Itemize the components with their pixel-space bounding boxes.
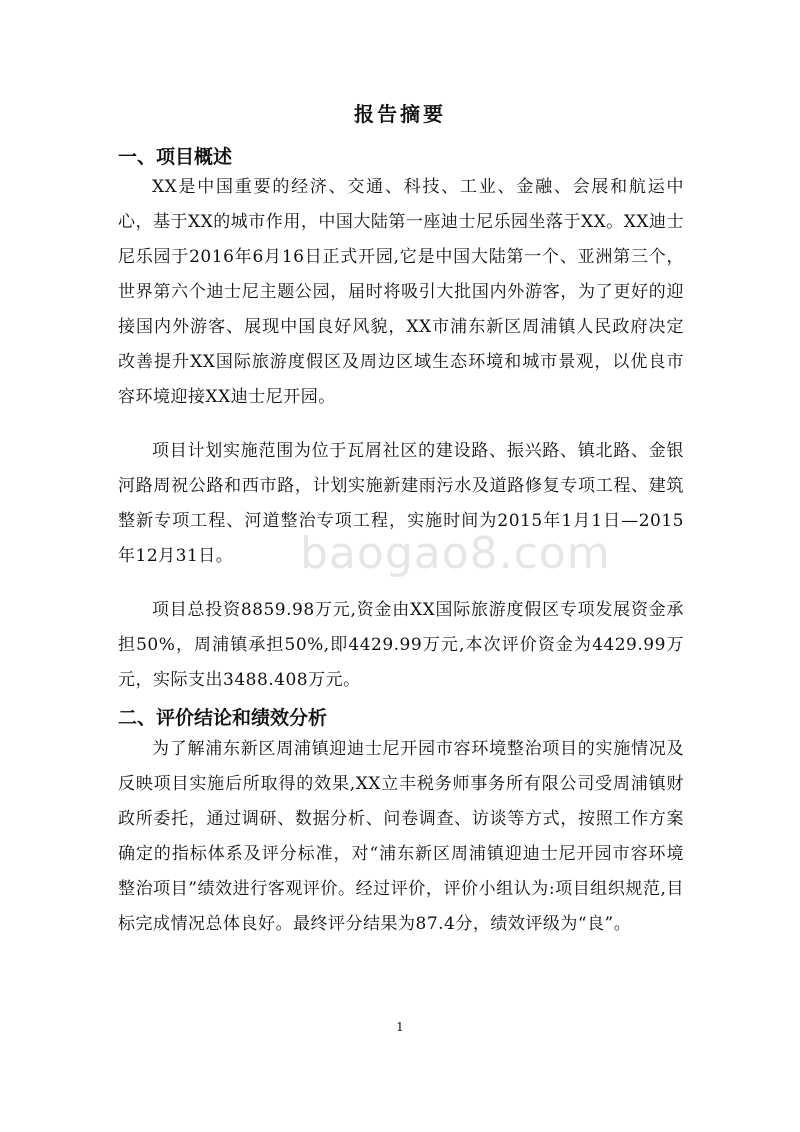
section-heading-overview: 一、项目概述	[118, 146, 233, 168]
paragraph-overview-3: 项目总投资8859.98万元,资金由XX国际旅游度假区专项发展资金承担50%，周浦镇承担50%,即4429.99万元,本次评价资金为4429.99万元，实际支出3488.408万元。	[118, 600, 684, 690]
watermark: baogao8.com	[300, 528, 611, 579]
paragraph-overview-1: XX是中国重要的经济、交通、科技、工业、金融、会展和航运中心，基于XX的城市作用，中国大陆第一座迪士尼乐园坐落于XX。XX迪士尼乐园于2016年6月16日正式开园,它是中国大陆第一个、亚洲第三个，世界第六个迪士尼主题公园，届时将吸引大批国内外游客，为了更好的迎接国内外游客、展现中国良好风貌，XX市浦东新区周浦镇人民政府决定改善提升XX国际旅游度假区及周边区域生态环境和城市景观，以优良市容环境迎接XX迪士尼开园。	[118, 177, 684, 407]
page-number: 1	[396, 1020, 404, 1034]
section-heading-conclusion: 二、评价结论和绩效分析	[118, 707, 328, 729]
paragraph-conclusion-1: 为了解浦东新区周浦镇迎迪士尼开园市容环境整治项目的实施情况及反映项目实施后所取得的效果,XX立丰税务师事务所有限公司受周浦镇财政所委托，通过调研、数据分析、问卷调查、访谈等方式，按照工作方案确定的指标体系及评分标准，对“浦东新区周浦镇迎迪士尼开园市容环境整治项目”绩效进行客观评价。经过评价，评价小组认为:项目组织规范,目标完成情况总体良好。最终评分结果为87.4分，绩效评级为“良”。	[118, 739, 684, 934]
paragraph-overview-2: 项目计划实施范围为位于瓦屑社区的建设路、振兴路、镇北路、金银河路周祝公路和西市路，计划实施新建雨污水及道路修复专项工程、建筑整新专项工程、河道整治专项工程，实施时间为2015年1月1日—2015年12月31日。	[118, 441, 684, 566]
page-title: 报告摘要	[354, 102, 446, 126]
